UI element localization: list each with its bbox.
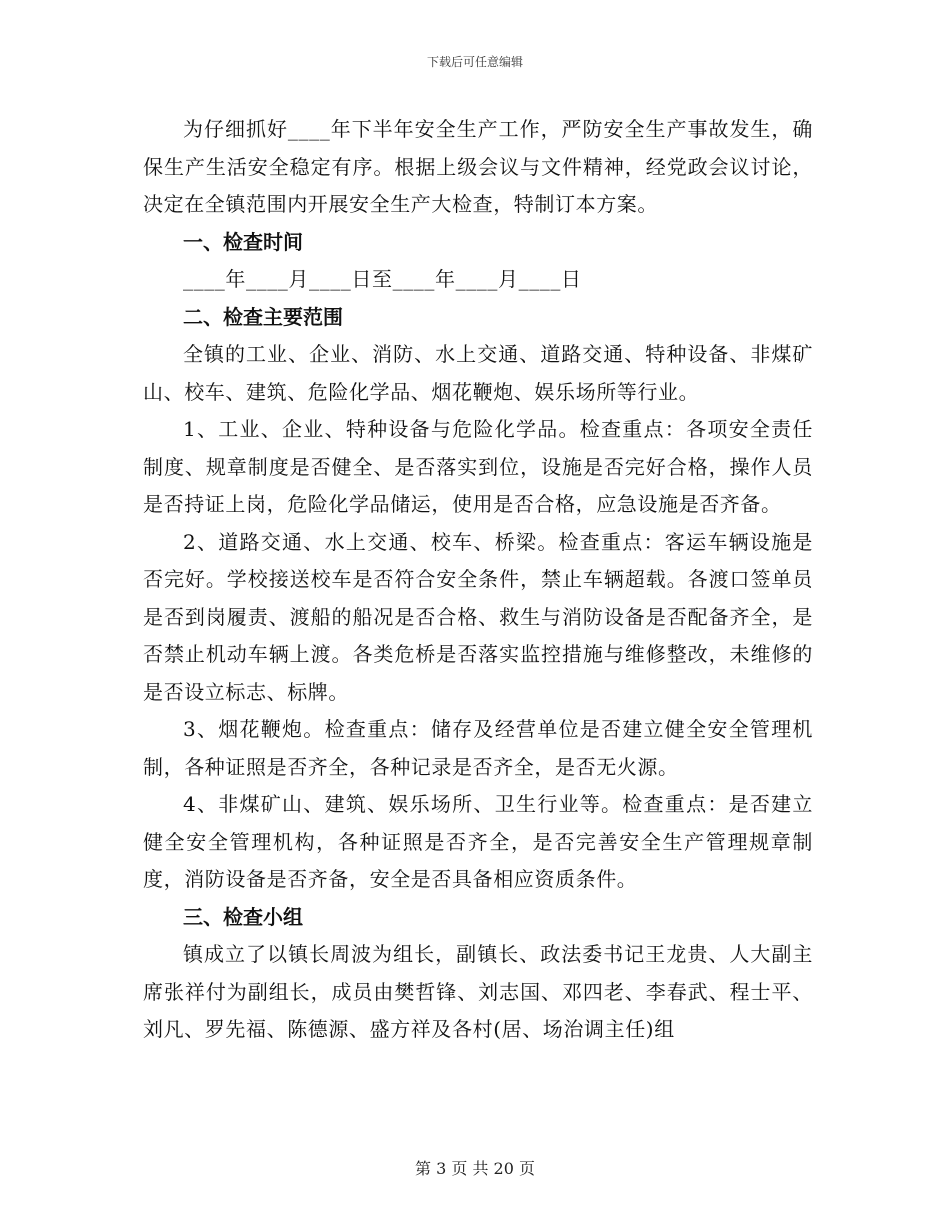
intro-paragraph: 为仔细抓好____年下半年安全生产工作，严防安全生产事故发生，确保生产生活安全稳定有序。根据上级会议与文件精神，经党政会议讨论，决定在全镇范围内开展安全生产大检查，特制订本方案。 <box>143 117 813 216</box>
section-heading-inspection-time: 一、检查时间 <box>183 229 303 254</box>
document-body <box>143 111 813 1049</box>
team-paragraph: 镇成立了以镇长周波为组长，副镇长、政法委书记王龙贵、人大副主席张祥付为副组长，成员由樊哲锋、刘志国、邓四老、李春武、程士平、刘凡、罗先福、陈德源、盛方祥及各村(居、场治调主任)组 <box>143 942 813 1041</box>
scope-item-3: 3、烟花鞭炮。检查重点：储存及经营单位是否建立健全安全管理机制，各种证照是否齐全，各种记录是否齐全，是否无火源。 <box>143 717 813 779</box>
scope-item-4: 4、非煤矿山、建筑、娱乐场所、卫生行业等。检查重点：是否建立健全安全管理机构，各种证照是否齐全，是否完善安全生产管理规章制度，消防设备是否齐备，安全是否具备相应资质条件。 <box>143 792 813 891</box>
page-number-footer: 第 3 页 共 20 页 <box>415 1159 535 1178</box>
scope-item-1: 1、工业、企业、特种设备与危险化学品。检查重点：各项安全责任制度、规章制度是否健全、是否落实到位，设施是否完好合格，操作人员是否持证上岗，危险化学品储运，使用是否合格，应急设施是否齐备。 <box>143 417 813 516</box>
scope-paragraph: 全镇的工业、企业、消防、水上交通、道路交通、特种设备、非煤矿山、校车、建筑、危险化学品、烟花鞭炮、娱乐场所等行业。 <box>143 342 813 404</box>
scope-item-2: 2、道路交通、水上交通、校车、桥梁。检查重点：客运车辆设施是否完好。学校接送校车是否符合安全条件，禁止车辆超载。各渡口签单员是否到岗履责、渡船的船况是否合格、救生与消防设备是否配备齐全，是否禁止机动车辆上渡。各类危桥是否落实监控措施与维修整改，未维修的是否设立标志、标牌。 <box>143 529 813 704</box>
section-heading-inspection-scope: 二、检查主要范围 <box>183 304 343 329</box>
inspection-date-range: ____年____月____日至____年____月____日 <box>183 267 582 291</box>
page-header: 下载后可任意编辑 <box>426 55 523 69</box>
section-heading-inspection-team: 三、检查小组 <box>183 904 303 929</box>
